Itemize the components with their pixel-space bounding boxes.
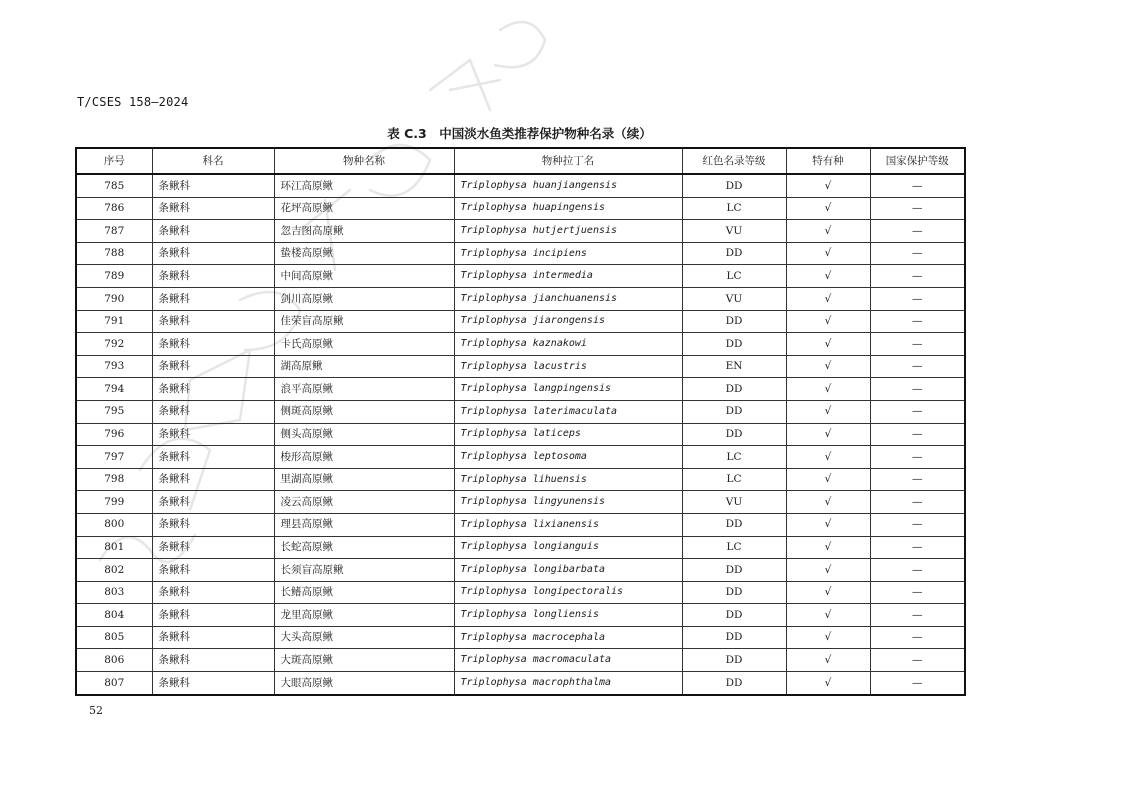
col-header-protection-level: 国家保护等级 (870, 148, 965, 174)
cell-latin-name: Triplophysa longipectoralis (454, 581, 682, 604)
cell-species-name: 凌云高原鳅 (274, 491, 454, 514)
table-row (76, 559, 965, 582)
cell-species-name: 长蛇高原鳅 (274, 536, 454, 559)
cell-red-list: DD (682, 604, 786, 627)
table-row (76, 649, 965, 672)
cell-number: 787 (76, 220, 152, 243)
cell-species-name: 湖高原鳅 (274, 355, 454, 378)
cell-endemic: √ (786, 513, 870, 536)
table-row (76, 536, 965, 559)
cell-family: 条鳅科 (152, 649, 274, 672)
cell-protection-level: — (870, 559, 965, 582)
cell-endemic: √ (786, 468, 870, 491)
cell-red-list: DD (682, 423, 786, 446)
cell-number: 800 (76, 513, 152, 536)
cell-protection-level: — (870, 626, 965, 649)
cell-protection-level: — (870, 423, 965, 446)
page-number: 52 (89, 704, 103, 717)
cell-protection-level: — (870, 468, 965, 491)
cell-protection-level: — (870, 536, 965, 559)
cell-red-list: DD (682, 174, 786, 197)
cell-red-list: DD (682, 333, 786, 356)
cell-family: 条鳅科 (152, 378, 274, 401)
cell-number: 804 (76, 604, 152, 627)
cell-protection-level: — (870, 581, 965, 604)
cell-number: 807 (76, 672, 152, 695)
table-row (76, 400, 965, 423)
cell-protection-level: — (870, 672, 965, 695)
cell-endemic: √ (786, 378, 870, 401)
cell-red-list: VU (682, 220, 786, 243)
cell-red-list: DD (682, 242, 786, 265)
cell-protection-level: — (870, 197, 965, 220)
cell-family: 条鳅科 (152, 197, 274, 220)
cell-red-list: DD (682, 626, 786, 649)
cell-number: 795 (76, 400, 152, 423)
species-table (75, 147, 966, 696)
cell-latin-name: Triplophysa leptosoma (454, 446, 682, 469)
cell-latin-name: Triplophysa longibarbata (454, 559, 682, 582)
cell-protection-level: — (870, 649, 965, 672)
cell-red-list: LC (682, 468, 786, 491)
cell-latin-name: Triplophysa huapingensis (454, 197, 682, 220)
cell-red-list: DD (682, 378, 786, 401)
cell-protection-level: — (870, 333, 965, 356)
cell-endemic: √ (786, 197, 870, 220)
cell-number: 788 (76, 242, 152, 265)
cell-family: 条鳅科 (152, 333, 274, 356)
cell-species-name: 长鳍高原鳅 (274, 581, 454, 604)
table-row (76, 491, 965, 514)
cell-number: 803 (76, 581, 152, 604)
cell-number: 802 (76, 559, 152, 582)
cell-red-list: DD (682, 649, 786, 672)
cell-number: 801 (76, 536, 152, 559)
cell-endemic: √ (786, 333, 870, 356)
cell-protection-level: — (870, 491, 965, 514)
cell-protection-level: — (870, 242, 965, 265)
cell-family: 条鳅科 (152, 423, 274, 446)
cell-endemic: √ (786, 220, 870, 243)
cell-endemic: √ (786, 242, 870, 265)
table-row (76, 242, 965, 265)
cell-number: 794 (76, 378, 152, 401)
cell-species-name: 花坪高原鳅 (274, 197, 454, 220)
col-header-species-name: 物种名称 (274, 148, 454, 174)
cell-number: 805 (76, 626, 152, 649)
cell-family: 条鳅科 (152, 468, 274, 491)
table-row (76, 423, 965, 446)
cell-species-name: 梭形高原鳅 (274, 446, 454, 469)
cell-latin-name: Triplophysa hutjertjuensis (454, 220, 682, 243)
cell-family: 条鳅科 (152, 400, 274, 423)
table-row (76, 174, 965, 197)
cell-protection-level: — (870, 604, 965, 627)
cell-species-name: 理县高原鳅 (274, 513, 454, 536)
cell-endemic: √ (786, 400, 870, 423)
cell-species-name: 卡氏高原鳅 (274, 333, 454, 356)
cell-number: 797 (76, 446, 152, 469)
table-row (76, 581, 965, 604)
cell-species-name: 里湖高原鳅 (274, 468, 454, 491)
cell-red-list: LC (682, 536, 786, 559)
cell-number: 790 (76, 287, 152, 310)
cell-family: 条鳅科 (152, 559, 274, 582)
table-row (76, 197, 965, 220)
table-row (76, 672, 965, 695)
cell-latin-name: Triplophysa macromaculata (454, 649, 682, 672)
table-row (76, 287, 965, 310)
col-header-number: 序号 (76, 148, 152, 174)
cell-species-name: 环江高原鳅 (274, 174, 454, 197)
cell-family: 条鳅科 (152, 220, 274, 243)
table-row (76, 378, 965, 401)
cell-protection-level: — (870, 378, 965, 401)
cell-family: 条鳅科 (152, 626, 274, 649)
cell-family: 条鳅科 (152, 265, 274, 288)
cell-latin-name: Triplophysa jianchuanensis (454, 287, 682, 310)
cell-family: 条鳅科 (152, 242, 274, 265)
cell-family: 条鳅科 (152, 513, 274, 536)
cell-latin-name: Triplophysa lixianensis (454, 513, 682, 536)
cell-latin-name: Triplophysa lacustris (454, 355, 682, 378)
cell-red-list: DD (682, 581, 786, 604)
cell-family: 条鳅科 (152, 446, 274, 469)
table-title: 表 C.3 中国淡水鱼类推荐保护物种名录（续） (387, 126, 652, 141)
cell-family: 条鳅科 (152, 491, 274, 514)
cell-latin-name: Triplophysa laterimaculata (454, 400, 682, 423)
table-row (76, 604, 965, 627)
cell-endemic: √ (786, 174, 870, 197)
cell-endemic: √ (786, 649, 870, 672)
cell-family: 条鳅科 (152, 672, 274, 695)
cell-protection-level: — (870, 220, 965, 243)
cell-protection-level: — (870, 513, 965, 536)
cell-family: 条鳅科 (152, 174, 274, 197)
cell-number: 798 (76, 468, 152, 491)
cell-endemic: √ (786, 581, 870, 604)
cell-protection-level: — (870, 287, 965, 310)
cell-endemic: √ (786, 446, 870, 469)
col-header-family: 科名 (152, 148, 274, 174)
cell-red-list: LC (682, 265, 786, 288)
col-header-latin-name: 物种拉丁名 (454, 148, 682, 174)
cell-red-list: EN (682, 355, 786, 378)
table-row (76, 220, 965, 243)
cell-protection-level: — (870, 174, 965, 197)
cell-endemic: √ (786, 355, 870, 378)
cell-latin-name: Triplophysa lihuensis (454, 468, 682, 491)
cell-species-name: 中间高原鳅 (274, 265, 454, 288)
cell-family: 条鳅科 (152, 287, 274, 310)
cell-species-name: 蛰楼高原鳅 (274, 242, 454, 265)
cell-protection-level: — (870, 446, 965, 469)
cell-species-name: 剑川高原鳅 (274, 287, 454, 310)
cell-family: 条鳅科 (152, 536, 274, 559)
cell-number: 793 (76, 355, 152, 378)
cell-family: 条鳅科 (152, 581, 274, 604)
cell-red-list: VU (682, 491, 786, 514)
cell-red-list: LC (682, 197, 786, 220)
cell-latin-name: Triplophysa kaznakowi (454, 333, 682, 356)
cell-latin-name: Triplophysa laticeps (454, 423, 682, 446)
cell-number: 791 (76, 310, 152, 333)
cell-endemic: √ (786, 536, 870, 559)
cell-species-name: 忽吉图高原鳅 (274, 220, 454, 243)
cell-latin-name: Triplophysa longliensis (454, 604, 682, 627)
cell-number: 806 (76, 649, 152, 672)
cell-number: 796 (76, 423, 152, 446)
cell-species-name: 侧斑高原鳅 (274, 400, 454, 423)
cell-species-name: 侧头高原鳅 (274, 423, 454, 446)
cell-species-name: 大眼高原鳅 (274, 672, 454, 695)
cell-endemic: √ (786, 626, 870, 649)
cell-species-name: 大头高原鳅 (274, 626, 454, 649)
cell-endemic: √ (786, 604, 870, 627)
table-row (76, 265, 965, 288)
cell-latin-name: Triplophysa huanjiangensis (454, 174, 682, 197)
cell-number: 792 (76, 333, 152, 356)
cell-red-list: DD (682, 513, 786, 536)
cell-endemic: √ (786, 310, 870, 333)
cell-red-list: DD (682, 672, 786, 695)
cell-red-list: DD (682, 559, 786, 582)
cell-latin-name: Triplophysa intermedia (454, 265, 682, 288)
cell-latin-name: Triplophysa lingyunensis (454, 491, 682, 514)
table-row (76, 310, 965, 333)
table-row (76, 355, 965, 378)
cell-red-list: DD (682, 310, 786, 333)
cell-protection-level: — (870, 400, 965, 423)
cell-species-name: 长须盲高原鳅 (274, 559, 454, 582)
cell-endemic: √ (786, 672, 870, 695)
cell-latin-name: Triplophysa macrophthalma (454, 672, 682, 695)
cell-endemic: √ (786, 287, 870, 310)
table-row (76, 446, 965, 469)
cell-latin-name: Triplophysa langpingensis (454, 378, 682, 401)
cell-red-list: DD (682, 400, 786, 423)
document-code: T/CSES 158—2024 (77, 95, 189, 109)
cell-species-name: 浪平高原鳅 (274, 378, 454, 401)
table-header-row (76, 148, 965, 174)
cell-latin-name: Triplophysa longianguis (454, 536, 682, 559)
cell-number: 786 (76, 197, 152, 220)
cell-number: 789 (76, 265, 152, 288)
cell-red-list: VU (682, 287, 786, 310)
cell-endemic: √ (786, 491, 870, 514)
cell-red-list: LC (682, 446, 786, 469)
cell-protection-level: — (870, 310, 965, 333)
cell-family: 条鳅科 (152, 310, 274, 333)
table-row (76, 333, 965, 356)
cell-endemic: √ (786, 265, 870, 288)
cell-latin-name: Triplophysa incipiens (454, 242, 682, 265)
cell-endemic: √ (786, 559, 870, 582)
cell-endemic: √ (786, 423, 870, 446)
cell-number: 799 (76, 491, 152, 514)
table-row (76, 626, 965, 649)
cell-family: 条鳅科 (152, 604, 274, 627)
col-header-endemic: 特有种 (786, 148, 870, 174)
table-row (76, 513, 965, 536)
table-row (76, 468, 965, 491)
cell-number: 785 (76, 174, 152, 197)
cell-species-name: 佳荣盲高原鳅 (274, 310, 454, 333)
cell-latin-name: Triplophysa macrocephala (454, 626, 682, 649)
cell-species-name: 大斑高原鳅 (274, 649, 454, 672)
cell-protection-level: — (870, 265, 965, 288)
cell-protection-level: — (870, 355, 965, 378)
cell-latin-name: Triplophysa jiarongensis (454, 310, 682, 333)
cell-family: 条鳅科 (152, 355, 274, 378)
cell-species-name: 龙里高原鳅 (274, 604, 454, 627)
col-header-red-list: 红色名录等级 (682, 148, 786, 174)
